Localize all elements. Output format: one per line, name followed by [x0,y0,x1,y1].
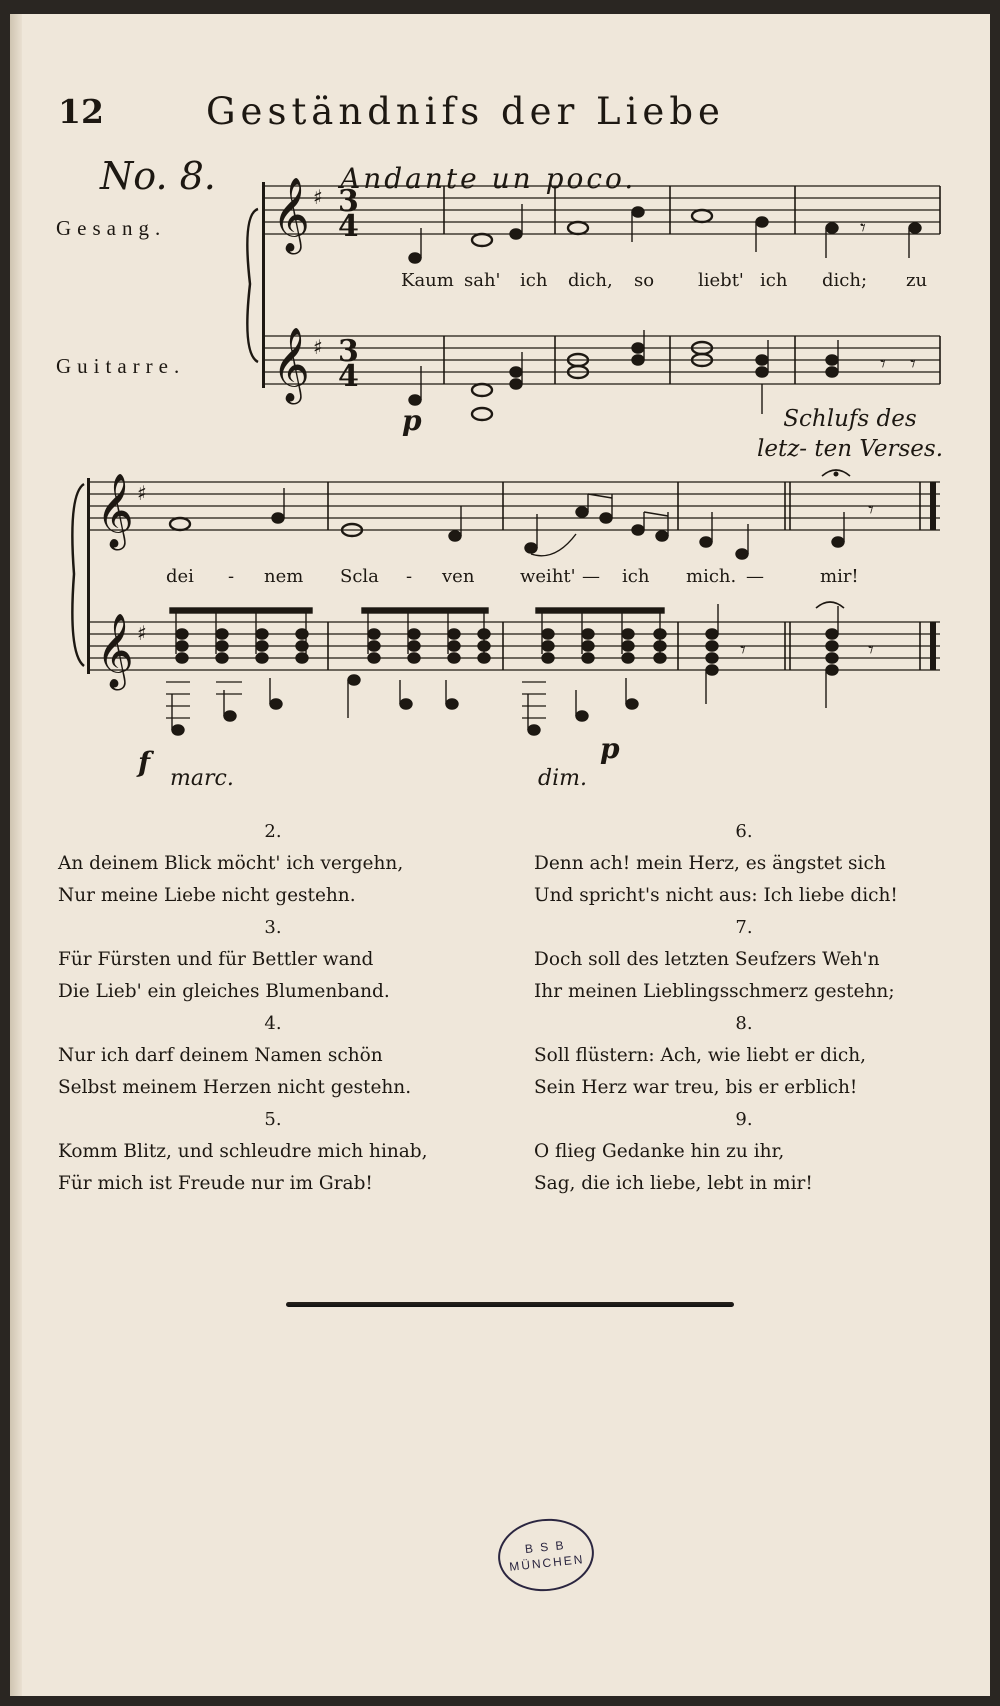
verse-line: Nur meine Liebe nicht gestehn. [58,885,356,906]
eighth-chords-bar3 [528,608,666,735]
verse-line: Soll flüstern: Ach, wie liebt er dich, [534,1045,867,1066]
verse-line: Nur ich darf deinem Namen schön [58,1045,383,1066]
verse [534,912,954,1008]
verse-line: An deinem Blick möcht' ich vergehn, [58,853,404,874]
lyric-word: mich. [686,566,737,587]
verse [534,1104,954,1200]
verses-right-column [534,816,954,1200]
verse-number: 8. [735,1013,753,1034]
eighth-chords-bar1 [170,608,312,735]
lyric-word: — [746,566,764,587]
lyric-word: — [582,566,600,587]
final-bars [930,482,936,670]
svg-text:𝄾: 𝄾 [910,352,916,377]
verse-line: Die Lieb' ein gleiches Blumenband. [58,981,390,1002]
svg-text:♯: ♯ [313,335,323,359]
treble-clefs [96,178,310,691]
verse-number: 7. [735,917,753,938]
verse-line: Selbst meinem Herzen nicht gestehn. [58,1077,412,1098]
verse-line: Und spricht's nicht aus: Ich liebe dich! [534,885,898,906]
rests-1 [860,216,916,377]
svg-text:𝄞: 𝄞 [96,614,134,688]
eighth-chords-bar2 [348,608,490,718]
time-sig-top-1: 3 [338,184,359,219]
lyric-word: Scla [340,566,379,587]
lyric-word: - [406,566,413,587]
book-page [10,14,990,1696]
dynamic-piano-2: p [600,732,620,765]
verse [58,1008,488,1104]
lyric-word: sah' [464,270,501,291]
lyric-word: so [634,270,655,291]
guitar-part-label: Guitarre. [56,354,186,378]
verse [534,1008,954,1104]
svg-text:♯: ♯ [137,621,147,645]
voice-notes-2 [170,470,850,559]
svg-text:𝄾: 𝄾 [868,498,874,523]
svg-text:𝄾: 𝄾 [860,216,866,241]
library-stamp [494,1514,597,1596]
staff-guitar-1 [265,336,940,384]
lyric-word: zu [906,270,928,291]
time-signatures [338,184,359,394]
guitar-notes-1 [409,330,838,420]
verse-number: 5. [264,1109,282,1130]
svg-text:𝄾: 𝄾 [880,352,886,377]
verse-line: Ihr meinen Lieblingsschmerz gestehn; [534,981,895,1002]
verse-line: Sag, die ich liebe, lebt in mir! [534,1173,813,1194]
verse-number: 3. [264,917,282,938]
chords-bar4 [706,602,844,708]
verse-number: 4. [264,1013,282,1034]
verse-line: O flieg Gedanke hin zu ihr, [534,1141,785,1162]
dynamic-forte: f [138,746,151,779]
lyric-word: dich, [568,270,613,291]
verse [58,1104,488,1200]
ledger-lines [166,682,546,718]
verse-line: Denn ach! mein Herz, es ängstet sich [534,853,886,874]
time-sig-bottom-2: 4 [338,359,359,394]
svg-text:𝄞: 𝄞 [96,474,134,548]
svg-text:♯: ♯ [137,481,147,505]
svg-text:𝄾: 𝄾 [868,638,874,663]
lyric-word: mir! [820,566,859,587]
lyric-word: weiht' [520,566,576,587]
verse [58,816,488,912]
system-brackets [72,182,265,674]
verses-left-column [58,816,488,1200]
lyric-word: ich [760,270,788,291]
piece-number: No. 8. [100,154,216,198]
lyric-word: ven [442,566,475,587]
svg-text:𝄾: 𝄾 [740,638,746,663]
verse [534,816,954,912]
lyric-word: Kaum [401,270,454,291]
lyric-word: dich; [822,270,868,291]
stamp-line: B S B [524,1537,567,1557]
lyric-word: nem [264,566,304,587]
lyric-word: ich [520,270,548,291]
page-number: 12 [58,92,104,131]
verse-line: Doch soll des letzten Seufzers Weh'n [534,949,880,970]
stamp-line: MÜNCHEN [508,1552,586,1574]
dynamic-piano: p [402,404,422,437]
verse-line: Komm Blitz, und schleudre mich hinab, [58,1141,428,1162]
svg-text:𝄞: 𝄞 [272,178,310,252]
voice-part-label: Gesang. [56,216,167,240]
staff-voice-2 [90,482,940,530]
verse-number: 2. [264,821,282,842]
song-title: Geständnifs der Liebe [206,90,725,133]
staff-voice-1 [265,186,940,234]
verse [58,912,488,1008]
end-rule-divider [286,1302,734,1307]
music-score [10,14,990,814]
verse-line: Sein Herz war treu, bis er erblich! [534,1077,858,1098]
final-verse-note: Schlufs des letz- ten Verses. [756,406,944,462]
lyric-word: dei [166,566,194,587]
lyric-word: - [228,566,235,587]
dynamic-marcato: marc. [170,766,234,791]
verse-line: Für mich ist Freude nur im Grab! [58,1173,373,1194]
time-sig-top-2: 3 [338,334,359,369]
lyric-word: ich [622,566,650,587]
time-sig-bottom-1: 4 [338,209,359,244]
verse-line: Für Fürsten und für Bettler wand [58,949,374,970]
verse-number: 9. [735,1109,753,1130]
verse-number: 6. [735,821,753,842]
svg-text:𝄞: 𝄞 [272,328,310,402]
svg-text:♯: ♯ [313,185,323,209]
tempo-marking: Andante un poco. [340,162,637,195]
lyric-word: liebt' [698,270,744,291]
dynamic-diminuendo: dim. [538,766,587,791]
